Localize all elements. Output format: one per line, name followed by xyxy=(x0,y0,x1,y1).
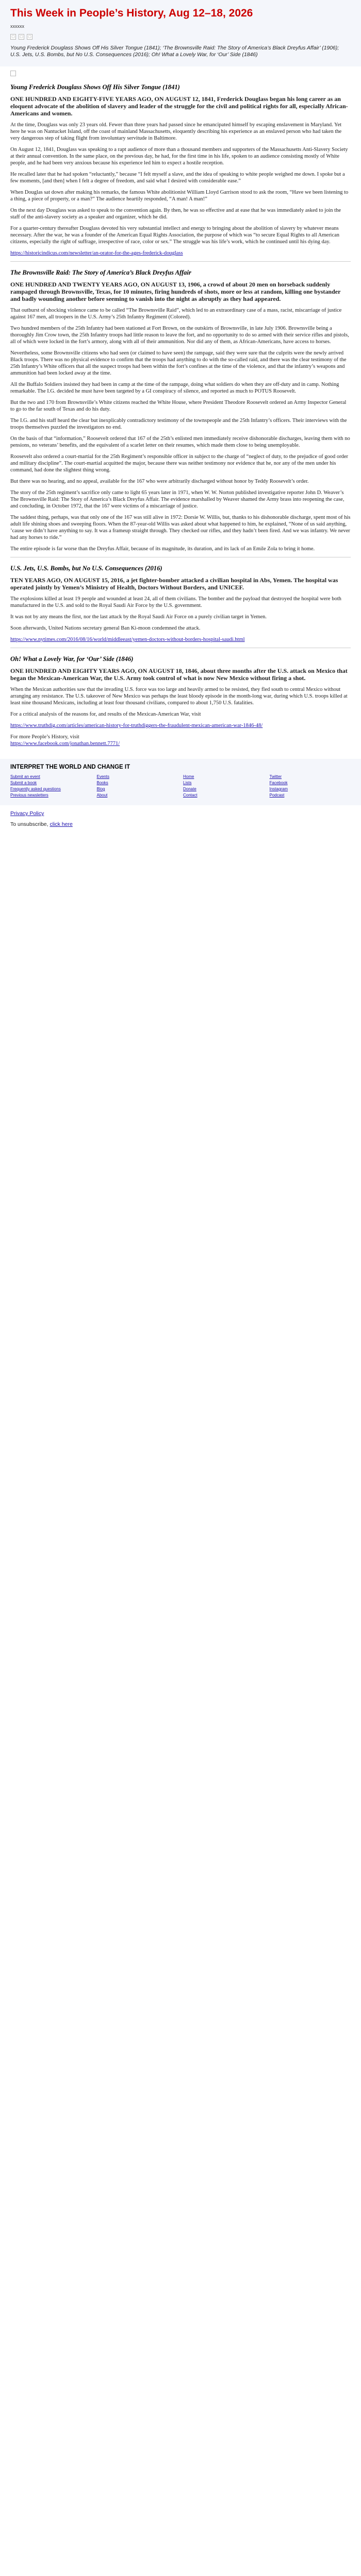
privacy-paragraph xyxy=(10,810,351,817)
story-paragraph: But the two and 170 from Brownsville’s White citizens reached the White House, where President Theodore Roosevelt ordered an Army Inspector General to go to the far south of Texas and do his duty. xyxy=(10,400,347,412)
footer-link-grid xyxy=(10,774,351,798)
footer-link[interactable]: Frequently asked questions xyxy=(10,787,61,791)
story-frederick-douglass xyxy=(10,83,351,257)
footer-column xyxy=(183,774,265,798)
story-paragraph: All the Buffalo Soldiers insisted they had been in camp at the time of the rampage, doing what soldiers do when they are off-duty and in camp. Nothing remarkable. The I.G. decided he must have been targeted by a GI conspiracy of silence, and reported as much to POTUS Roosevelt. xyxy=(10,382,339,394)
footer-column xyxy=(97,774,178,798)
unsubscribe-paragraph xyxy=(10,821,351,828)
footer-link[interactable]: Previous newsletters xyxy=(10,793,48,798)
newsletter-header xyxy=(0,0,361,66)
email-share-icon[interactable]: ▢ xyxy=(27,34,32,40)
footer-link[interactable]: Donate xyxy=(183,787,196,791)
footer-link[interactable]: Home xyxy=(183,774,194,779)
story-paragraph: The saddest thing, perhaps, was that only one of the 167 was still alive in 1972: Dorsie W. Willis, but, thanks to his dishonorable discharge, spent most of his adult life shining shoes and sweeping floors. When the 87-year-old Willis was asked about what happened to him, he explained, “None of us said anything, ’cause we didn’t have anything to say. It was a frameup straight through. They checked our rifles, and they hadn’t been fired. And we was infantry. We never had any horses to ride.” xyxy=(10,515,351,540)
unsubscribe-prefix: To unsubscribe, xyxy=(10,821,50,827)
footer-link[interactable]: Contact xyxy=(183,793,198,798)
story-paragraph: When Douglas sat down after making his remarks, the famous White abolitionist William Lloyd Garrison stood to ask the room, “Have we been listening to a thing, a piece of property, or a man?” The audience heartily responded, “A man! A man!” xyxy=(10,190,349,202)
story-title: The Brownsville Raid: The Story of America’s Black Dreyfus Affair xyxy=(10,269,191,276)
footer-link[interactable]: Instagram xyxy=(269,787,288,791)
story-paragraph: Nevertheless, some Brownsville citizens who had seen (or claimed to have seen) the rampage, said they were sure that the culprits were the newly arrived Black troops. There was no physical evidence to confirm that the troops had anything to do with the so-called raid, and there was the clear testimony of the 25th Infantry’s White officers that all the suspect troops had been within the fort’s confines at the time of the violence, and that the infantry’s weapons and ammunition had been locked away at the time. xyxy=(10,350,347,376)
story-paragraph: At the time, Douglass was only 23 years old. Fewer than three years had passed since he emancipated himself by escaping enslavement in Maryland. Yet here he was on Nantucket Island, off the coast of mainland Massachusetts, eloquently describing his experience as an enslaved person who had taken the very dangerous step of taking flight from involuntary servitude in Baltimore. xyxy=(10,122,342,141)
story-mexican-american-war xyxy=(10,655,351,747)
story-paragraph: That outburst of shocking violence came to be called “The Brownsville Raid”, which led to an extraordinary case of a mass, racist, miscarriage of justice against 167 men, all troopers in the U.S. Army’s 25th Infantry Regiment (Colored). xyxy=(10,308,342,320)
footer-column xyxy=(10,774,92,798)
facebook-share-icon[interactable]: ▢ xyxy=(10,34,16,40)
story-yemen-hospital xyxy=(10,565,351,643)
newsletter-bottom-links xyxy=(0,805,361,839)
footer-link[interactable]: About xyxy=(96,793,108,798)
section-divider xyxy=(10,261,351,262)
story-title: Young Frederick Douglass Shows Off His Silver Tongue (1841) xyxy=(10,83,180,91)
story-paragraph: Two hundred members of the 25th Infantry had been stationed at Fort Brown, on the outskirts of Brownsville, in late July 1906. Brownsville being a thoroughly Jim Crow town, the 25th Infantry troops had little reason to leave the fort, and no opportunity to do so armed with their service rifles and pistols, all of which were locked in the fort’s armory, along with all of their ammunition. Nor did any of them, as African-Americans, have access to horses. xyxy=(10,326,349,345)
footer-link[interactable]: Submit an event xyxy=(10,774,40,779)
story-paragraph: On August 12, 1841, Douglass was speaking to a rapt audience of more than a thousand members and supporters of the Massachusetts Anti-Slavery Society at their annual convention. In the same place, on the previous day, he had, for the first time in his life, spoken to an audience consisting mostly of White people, and he had been very anxious because his experience led him to expect a hostile reception. xyxy=(10,147,348,166)
story-paragraph: It was not by any means the first, nor the last attack by the Royal Saudi Air Force on a purely civilian target in Yemen. xyxy=(10,614,267,620)
story-link[interactable]: https://www.nytimes.com/2016/08/16/world/middleeast/yemen-doctors-without-borders-hospital-saudi.html xyxy=(10,637,245,642)
story-paragraph: Roosevelt also ordered a court-martial for the 25th Regiment’s responsible officer in subject to the charge of “neglect of duty, to the prejudice of good order and military discipline”. The court-martial acquitted the major, because there was neither testimony nor evidence that he, nor any of the men under his command, had done the slightest thing wrong. xyxy=(10,454,348,473)
story-paragraph: The story of the 25th regiment’s sacrifice only came to light 65 years later in 1971, when W. W. Norton published investigative reporter John D. Weaver’s The Brownsville Raid: The Story of America’s Black Dreyfus Affair. The evidence marshalled by Weaver shamed the Army brass into reopening the case, and concluding, in October 1972, that the 167 were victims of a miscarriage of justice. xyxy=(10,490,344,509)
unsubscribe-link[interactable]: click here xyxy=(50,821,73,827)
footer-link[interactable]: Podcast xyxy=(269,793,285,798)
more-history-paragraph xyxy=(10,734,351,747)
twitter-share-icon[interactable]: ▢ xyxy=(19,34,24,40)
newsletter-byline: xxxxxx xyxy=(10,24,24,29)
more-history-link[interactable]: https://www.facebook.com/jonathan.bennett.7771/ xyxy=(10,741,120,747)
footer-link[interactable]: Events xyxy=(96,774,109,779)
newsletter-title: This Week in People’s History, Aug 12–18, 2026 xyxy=(10,7,253,19)
story-paragraph: But there was no hearing, and no appeal, available for the 167 who were arbitrarily discharged without honor by Teddy Roosevelt’s order. xyxy=(10,479,309,484)
story-title: U.S. Jets, U.S. Bombs, but No U.S. Consequences (2016) xyxy=(10,565,162,572)
story-link-paragraph xyxy=(10,722,351,729)
footer-link[interactable]: Twitter xyxy=(269,774,282,779)
broken-image-icon xyxy=(10,71,16,76)
newsletter-body xyxy=(0,66,361,754)
privacy-policy-link[interactable]: Privacy Policy xyxy=(10,810,44,817)
footer-column xyxy=(270,774,351,798)
more-history-label: For more People’s History, visit xyxy=(10,734,79,740)
story-paragraph: On the next day Douglass was asked to speak to the convention again. By then, he was so effective and at ease that he was immediately asked to join the staff of the anti-slavery society as a speaker and organizer, which he did. xyxy=(10,208,341,220)
footer-link[interactable]: Lists xyxy=(183,781,192,785)
story-paragraph: For a quarter-century thereafter Douglass devoted his very substantial intellect and energy to bringing about the abolition of slavery by whatever means necessary. After the war, he was a founder of the American Equal Rights Association, the purpose of which was “to secure Equal Rights to all American citizens, especially the right of suffrage, irrespective of race, color or sex.” The struggle was his life’s work, which he continued until his dying day. xyxy=(10,226,340,245)
story-lead-paragraph: ONE HUNDRED AND EIGHTY-FIVE YEARS AGO, ON AUGUST 12, 1841, Frederick Douglass began his long career as an eloquent advocate of the abolition of slavery and leader of the struggle for the civil and political rights for all, especially African-Americans and women. xyxy=(10,95,348,117)
story-lead-paragraph: TEN YEARS AGO, ON AUGUST 15, 2016, a jet fighter-bomber attacked a civilian hospital in Abs, Yemen. The hospital was operated jointly by Yemen’s Ministry of Health, Doctors Without Borders, and UNICEF. xyxy=(10,577,338,591)
story-paragraph: The I.G. and his staff heard the clear but inexplicably contradictory testimony of the townspeople and the 25th Infantry’s officers. Their interviews with the troops themselves puzzled the investigators no end. xyxy=(10,418,347,430)
newsletter-page xyxy=(0,0,361,839)
story-paragraph: The entire episode is far worse than the Dreyfus Affair, because of its magnitude, its duration, and its lack of an Emile Zola to bring it home. xyxy=(10,546,315,552)
story-link[interactable]: https://historicindicus.com/newsletter/an-orator-for-the-ages-frederick-douglass xyxy=(10,250,183,256)
footer-link[interactable]: Blog xyxy=(96,787,105,791)
story-paragraph: Soon afterwards, United Nations secretary general Ban Ki-moon condemned the attack. xyxy=(10,625,201,631)
story-lead-paragraph: ONE HUNDRED AND TWENTY YEARS AGO, ON AUGUST 13, 1906, a crowd of about 20 men on horseback suddenly rampaged through Brownsville, Texas, for 10 minutes, firing hundreds of shots, more or less at random, killing one bystander and badly wounding another before seeming to vanish into the night as abruptly as they had appeared. xyxy=(10,281,341,302)
story-paragraph: When the Mexican authorities saw that the invading U.S. force was too large and heavily armed to be resisted, they fled south to central Mexico without arranging any resistance. The U.S. takeover of New Mexico was perhaps the least bloody episode in the month-long war, during which U.S. troops killed at least nine thousand Mexicans, including at least four thousand civilians, compared to about 1,750 U.S. fatalities. xyxy=(10,687,348,706)
footer-title: INTERPRET THE WORLD AND CHANGE IT xyxy=(10,764,130,770)
newsletter-intro: Young Frederick Douglass Shows Off His Silver Tongue (1841); ‘The Brownsville Raid: The Story of America’s Black Dreyfus Affair’ (1906); U.S. Jets, U.S. Bombs, but No U.S. Consequences (2016); Oh! What a Lovely War, for ‘Our’ Side (1846) xyxy=(10,45,339,58)
story-title: Oh! What a Lovely War, for ‘Our’ Side (1846) xyxy=(10,655,134,663)
story-lead-paragraph: ONE HUNDRED AND EIGHTY YEARS AGO, ON AUGUST 18, 1846, about three months after the U.S. attack on Mexico that began the Mexican-American War, the U.S. Army took control of what is now New Mexico without firing a shot. xyxy=(10,667,348,682)
footer-link[interactable]: Submit a book xyxy=(10,781,37,785)
story-paragraph: For a critical analysis of the reasons for, and results of the Mexican-American War, visit xyxy=(10,711,201,717)
story-link[interactable]: https://www.truthdig.com/articles/american-history-for-truthdiggers-the-fraudulent-mexican-american-war-1846-48/ xyxy=(10,723,263,728)
story-paragraph: He recalled later that he had spoken “reluctantly,” because “I felt myself a slave, and the idea of speaking to white people weighed me down. I spoke but a few moments, [and then] when I felt a degree of freedom, and said what I desired with considerable ease.” xyxy=(10,172,345,184)
newsletter-footer xyxy=(0,759,361,805)
footer-link[interactable]: Books xyxy=(96,781,108,785)
footer-link[interactable]: Facebook xyxy=(269,781,288,785)
social-share-row xyxy=(10,34,351,40)
story-brownsville-raid xyxy=(10,269,351,552)
story-paragraph: On the basis of that “information,” Roosevelt ordered that 167 of the 25th’s enlisted men immediately receive dishonorable discharges, leaving them with no pensions, no veterans’ benefits, and the equivalent of a scarlet letter on their resumes, which made them close to being unemployable. xyxy=(10,436,350,448)
story-paragraph: The explosions killed at least 19 people and wounded at least 24, all of them civilians. The bomber and the payload that destroyed the hospital were both manufactured in the U.S. and sold to the Royal Saudi Air Force by the U.S. government. xyxy=(10,596,341,608)
story-link-paragraph xyxy=(10,636,351,643)
story-link-paragraph xyxy=(10,250,351,257)
